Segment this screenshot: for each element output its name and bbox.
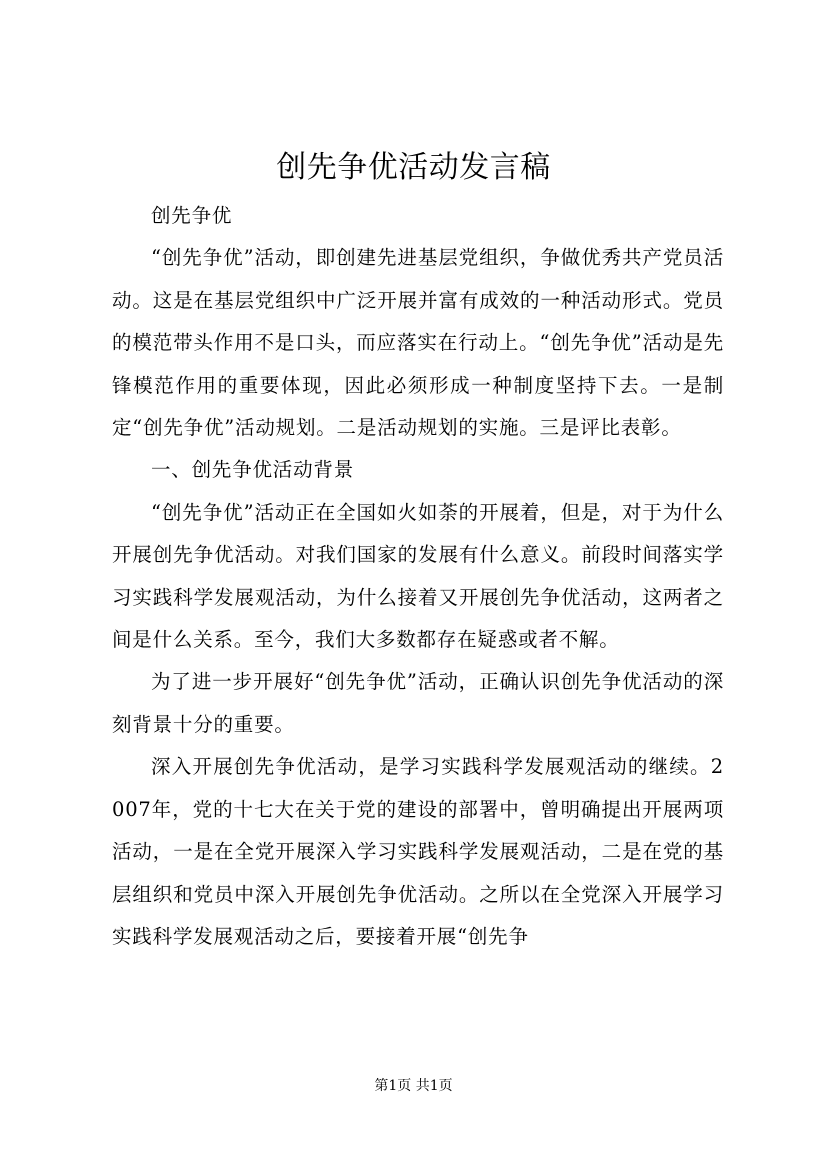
document-body: [112, 195, 724, 958]
document-title: 创先争优活动发言稿: [276, 150, 551, 185]
paragraph: “创先争优”活动正在全国如火如荼的开展着，但是，对于为什么开展创先争优活动。对我们国家的发展有什么意义。前段时间落实学习实践科学发展观活动，为什么接着又开展创先争优活动，这两者之间是什么关系。至今，我们大多数都存在疑惑或者不解。: [112, 500, 724, 652]
paragraph: 深入开展创先争优活动，是学习实践科学发展观活动的继续。2007年，党的十七大在关于党的建设的部署中，曾明确提出开展两项活动，一是在全党开展深入学习实践科学发展观活动，二是在党的基层组织和党员中深入开展创先争优活动。之所以在全党深入开展学习实践科学发展观活动之后，要接着开展“创先争: [112, 755, 724, 948]
section-heading: 一、创先争优活动背景: [151, 458, 355, 482]
page-number-footer: 第1页 共1页: [374, 1078, 453, 1094]
paragraph: “创先争优”活动，即创建先进基层党组织，争做优秀共产党员活动。这是在基层党组织中广泛开展并富有成效的一种活动形式。党员的模范带头作用不是口头，而应落实在行动上。“创先争优”活动是先锋模范作用的重要体现，因此必须形成一种制度坚持下去。一是制定“创先争优”活动规划。二是活动规划的实施。三是评比表彰。: [112, 246, 724, 440]
paragraph-heading: 创先争优: [151, 204, 233, 227]
paragraph: 为了进一步开展好“创先争优”活动，正确认识创先争优活动的深刻背景十分的重要。: [112, 670, 724, 736]
